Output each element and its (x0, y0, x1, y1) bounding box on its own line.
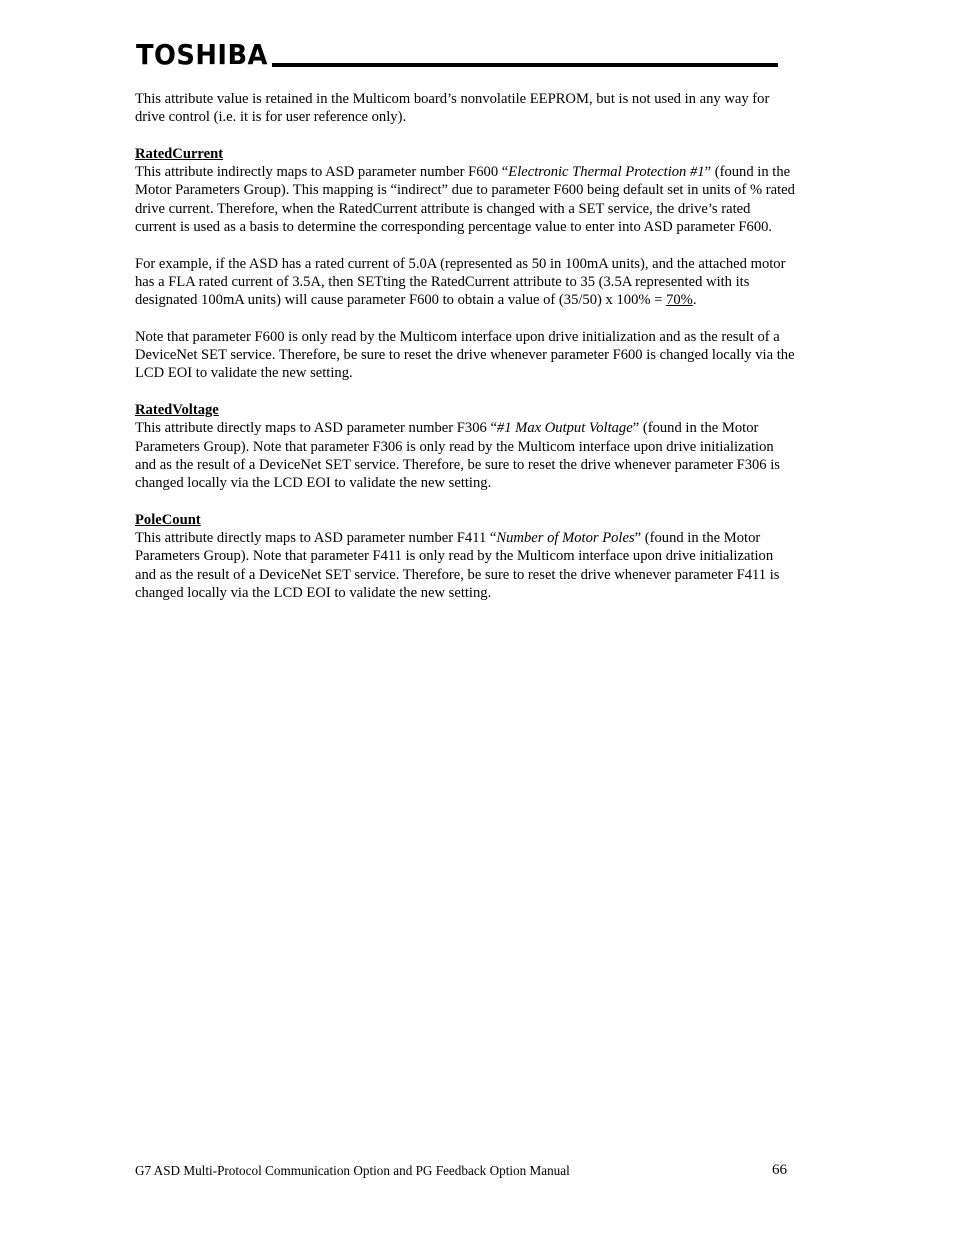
spacer (135, 383, 795, 401)
rated-current-paragraph-1 (135, 163, 795, 236)
rated-current-paragraph-3: Note that parameter F600 is only read by the Multicom interface upon drive initialization and as the result of a DeviceNet SET service. Therefore, be sure to reset the drive whenever parameter F600 is changed locally via the LCD EOI to validate the new setting. (135, 328, 795, 382)
parameter-name: #1 Max Output Voltage (496, 420, 633, 437)
spacer (135, 310, 795, 328)
text-run: . (692, 292, 697, 309)
spacer (135, 236, 795, 254)
result-value: 70% (666, 292, 693, 309)
rated-current-paragraph-2 (135, 255, 795, 310)
manual-title: G7 ASD Multi-Protocol Communication Option and PG Feedback Option Manual (135, 1163, 570, 1178)
parameter-name: Electronic Thermal Protection #1 (508, 164, 705, 181)
spacer (135, 493, 795, 511)
intro-paragraph: This attribute value is retained in the Multicom board’s nonvolatile EEPROM, but is not used in any way for drive control (i.e. it is for user reference only). (135, 91, 770, 126)
spacer (135, 127, 795, 145)
text-run: ” (found in the Motor Parameters Group). Note that parameter F411 is only read by the Multicom interface upon drive initialization and as the result of a DeviceNet SET service. Therefore, be sure to reset the drive whenever parameter F411 is changed locally via the LCD EOI to validate the new setting. (135, 530, 780, 602)
text-run: This attribute indirectly maps to ASD parameter number F600 “ (135, 164, 509, 181)
text-run: ” (found in the Motor Parameters Group). Note that parameter F306 is only read by the Multicom interface upon drive initialization and as the result of a DeviceNet SET service. Therefore, be sure to reset the drive whenever parameter F306 is changed locally via the LCD EOI to validate the new setting. (135, 420, 780, 492)
page-footer (135, 1161, 787, 1183)
heading-pole-count: PoleCount (135, 511, 201, 528)
text-run: This attribute directly maps to ASD parameter number F411 “ (135, 530, 497, 547)
header-rule (272, 63, 778, 67)
rated-voltage-paragraph (135, 419, 795, 492)
heading-rated-current: RatedCurrent (135, 145, 224, 162)
heading-rated-voltage: RatedVoltage (135, 402, 219, 419)
page-header (136, 38, 778, 70)
parameter-name: Number of Motor Poles (496, 530, 635, 547)
pole-count-paragraph (135, 529, 795, 602)
text-run: ” (found in the Motor Parameters Group). This mapping is “indirect” due to parameter F600 being default set in units of % rated drive current. Therefore, when the RatedCurrent attribute is changed with a SET service, the drive’s rated current is used as a basis to determine the corresponding percentage value to enter into ASD parameter F600. (135, 164, 795, 236)
toshiba-logo: TOSHIBA (136, 38, 268, 71)
text-run: For example, if the ASD has a rated current of 5.0A (represented as 50 in 100mA units), and the attached motor has a FLA rated current of 3.5A, then SETting the RatedCurrent attribute to 35 (3.5A represented with its designated 100mA units) will cause parameter F600 to obtain a value of (35/50) x 100% = (135, 255, 786, 309)
page-number: 66 (772, 1162, 787, 1178)
text-run: This attribute directly maps to ASD parameter number F306 “ (135, 420, 497, 437)
body-text (135, 90, 795, 602)
